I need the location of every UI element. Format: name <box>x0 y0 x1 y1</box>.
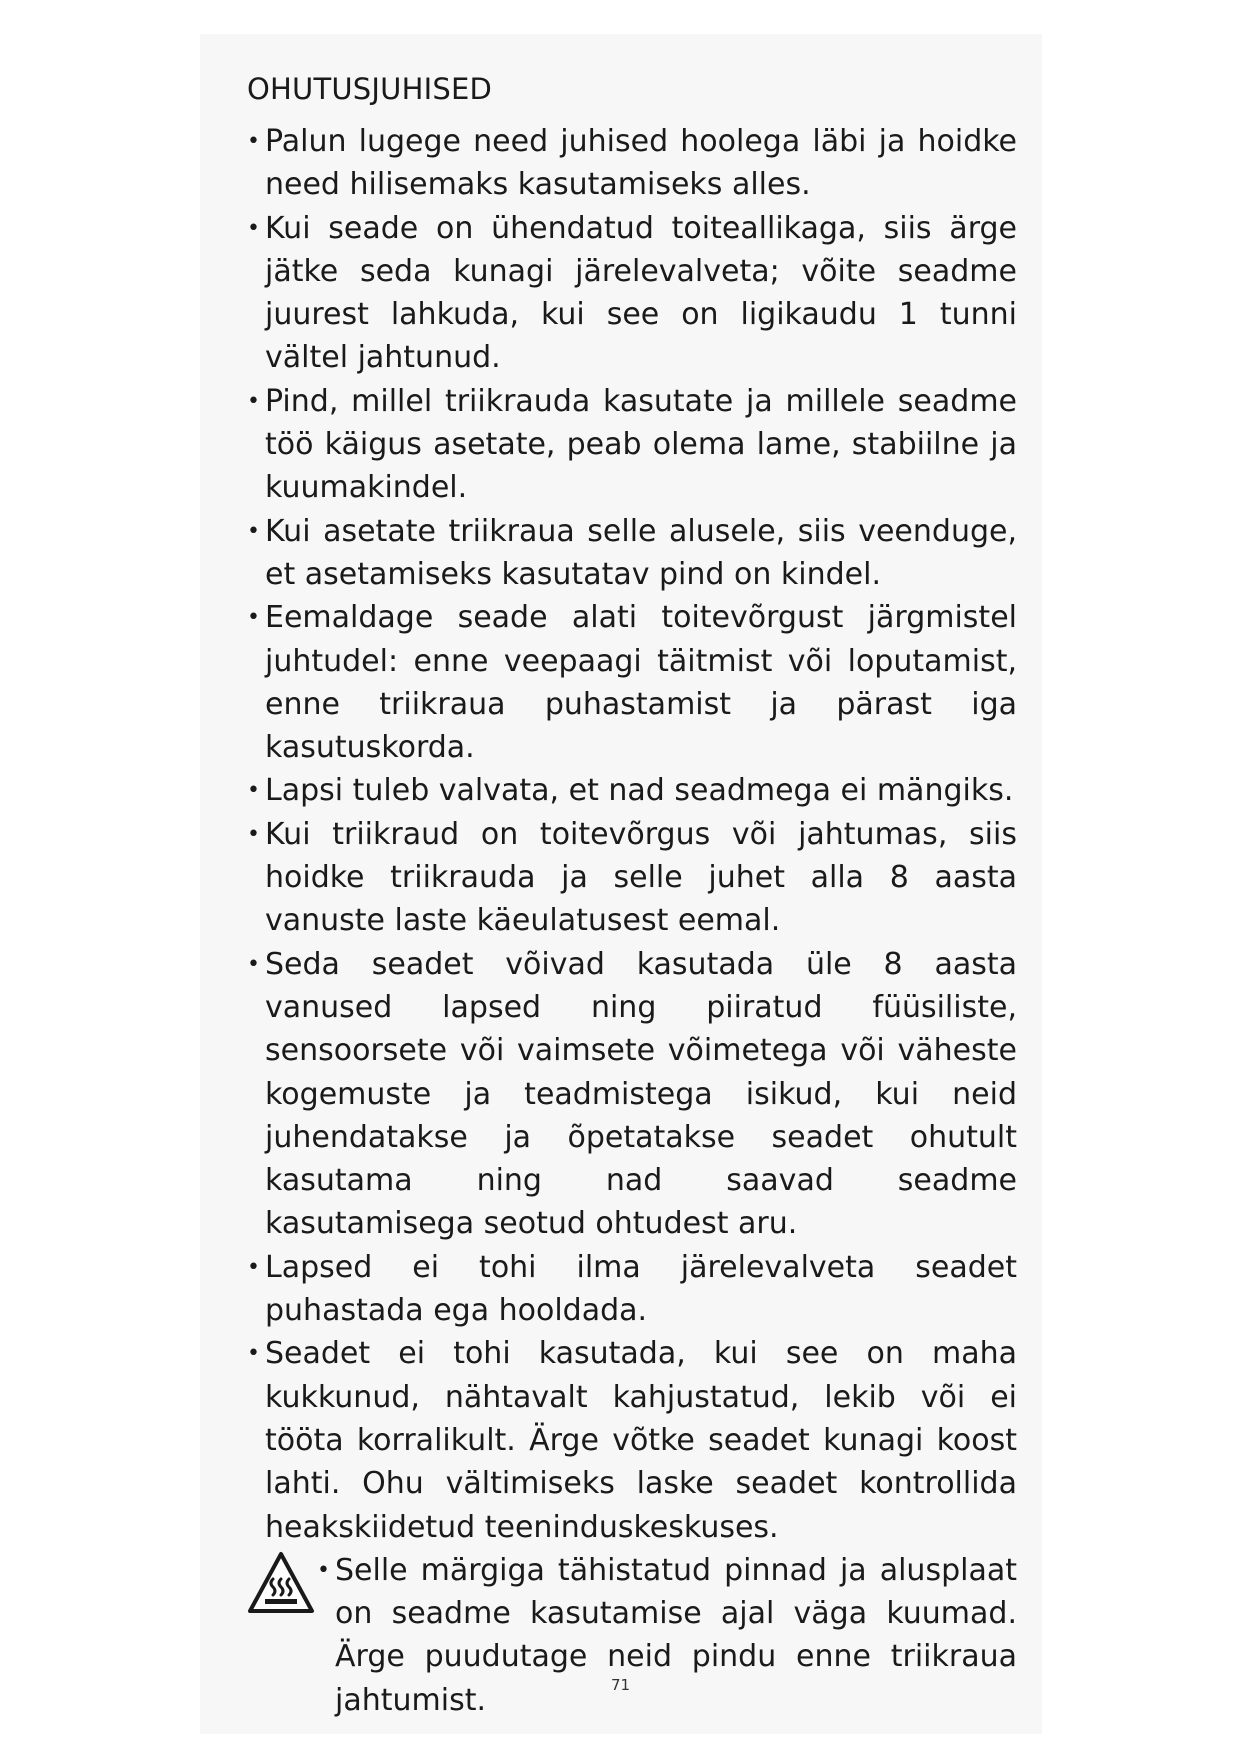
bullet-list <box>247 120 1017 1549</box>
warning-text: • Selle märgiga tähistatud pinnad ja alusplaat on seadme kasutamise ajal väga kuumad. Ärge puudutage neid pindu enne triikraua jahtumist. <box>317 1549 1017 1722</box>
list-item: • Seadet ei tohi kasutada, kui see on maha kukkunud, nähtavalt kahjustatud, lekib või ei tööta korralikult. Ärge võtke seadet kunagi koost lahti. Ohu vältimiseks laske seadet kontrollida heakskiidetud teeninduskeskuses. <box>247 1332 1017 1548</box>
hot-surface-warning <box>247 1549 1017 1722</box>
safety-instructions <box>247 66 1017 1722</box>
page-number: 71 <box>610 1676 631 1694</box>
list-item: • Kui asetate triikraua selle alusele, siis veenduge, et asetamiseks kasutatav pind on kindel. <box>247 510 1017 597</box>
list-item: • Pind, millel triikrauda kasutate ja millele seadme töö käigus asetate, peab olema lame, stabiilne ja kuumakindel. <box>247 380 1017 510</box>
list-item: • Seda seadet võivad kasutada üle 8 aasta vanused lapsed ning piiratud füüsiliste, sensoorsete või vaimsete võimetega või väheste kogemuste ja teadmistega isikud, kui neid juhendatakse ja õpetatakse seadet ohutult kasutama ning nad saavad seadme kasutamisega seotud ohtudest aru. <box>247 943 1017 1246</box>
list-item: • Kui seade on ühendatud toiteallikaga, siis ärge jätke seda kunagi järelevalveta; võite seadme juurest lahkuda, kui see on ligikaudu 1 tunni vältel jahtunud. <box>247 207 1017 380</box>
page-title: OHUTUSJUHISED <box>247 72 493 106</box>
list-item: • Lapsed ei tohi ilma järelevalveta seadet puhastada ega hooldada. <box>247 1246 1017 1333</box>
list-item: • Lapsi tuleb valvata, et nad seadmega ei mängiks. <box>247 769 1017 812</box>
hot-surface-warning-icon <box>247 1551 315 1615</box>
list-item: • Palun lugege need juhised hoolega läbi ja hoidke need hilisemaks kasutamiseks alles. <box>247 120 1017 207</box>
list-item: • Kui triikraud on toitevõrgus või jahtumas, siis hoidke triikrauda ja selle juhet alla 8 aasta vanuste laste käeulatusest eemal. <box>247 813 1017 943</box>
list-item: • Eemaldage seade alati toitevõrgust järgmistel juhtudel: enne veepaagi täitmist või loputamist, enne triikraua puhastamist ja pärast iga kasutuskorda. <box>247 596 1017 769</box>
